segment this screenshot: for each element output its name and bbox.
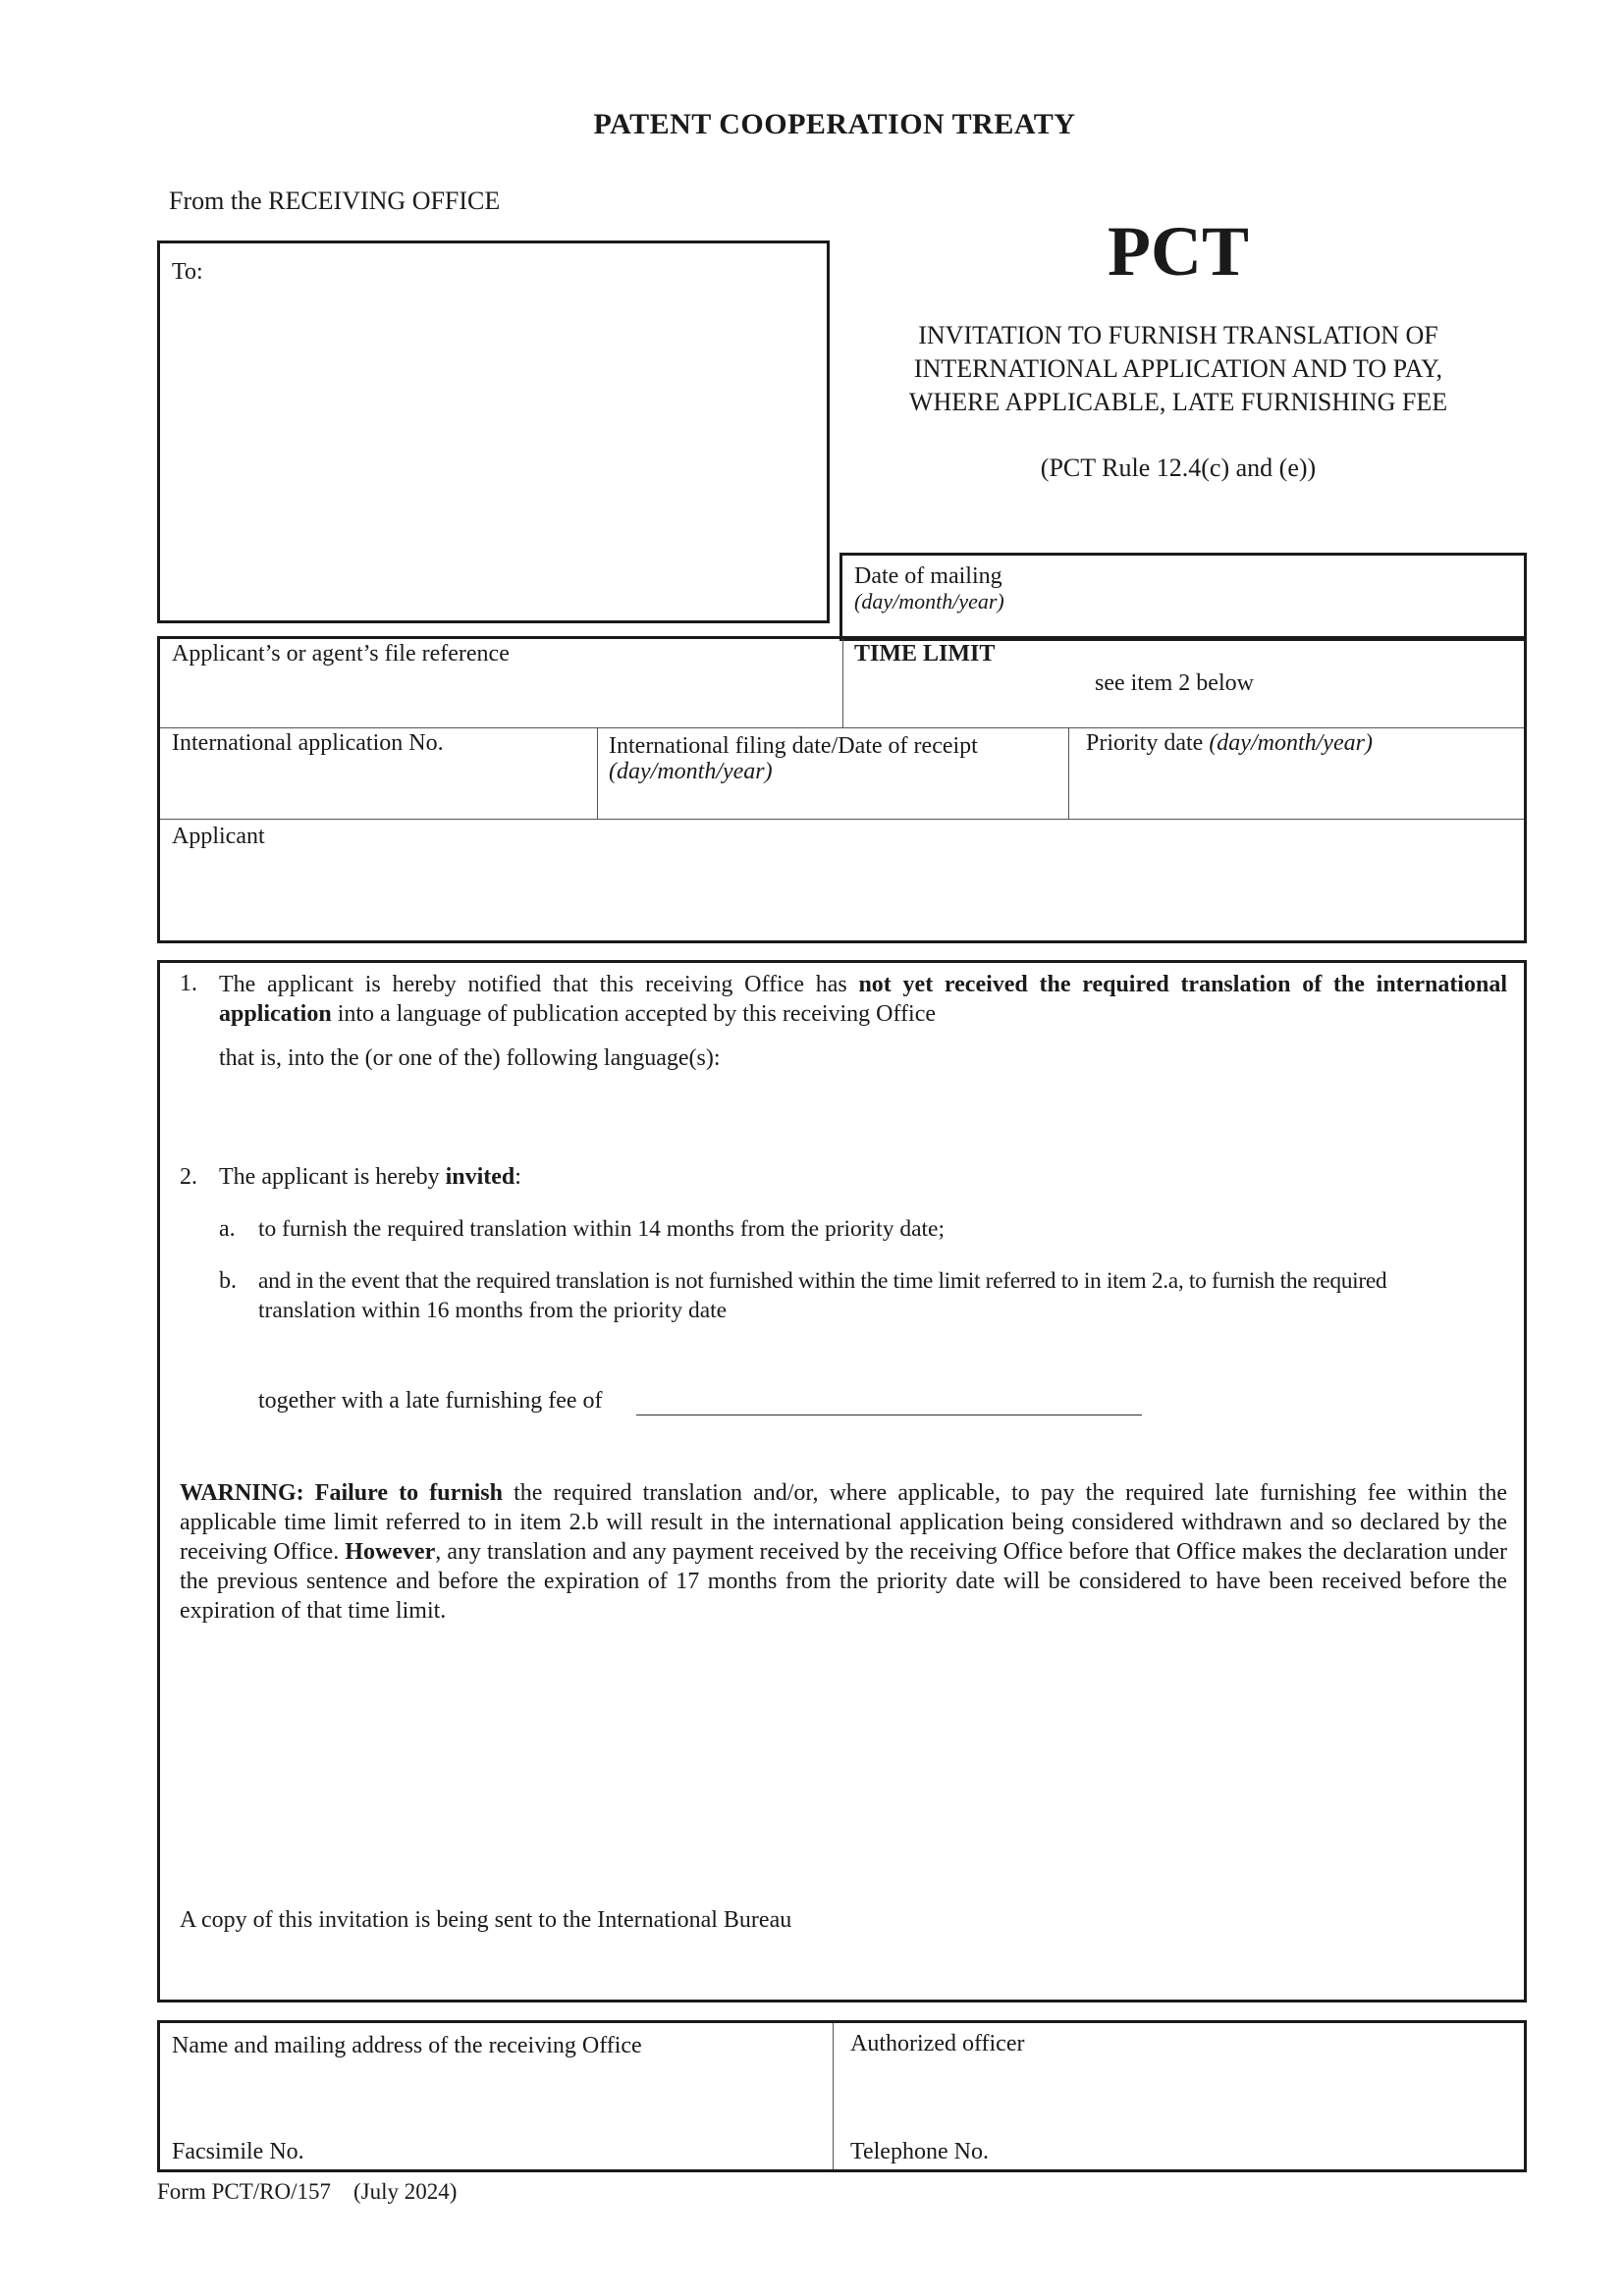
- facsimile-label: Facsimile No.: [172, 2139, 304, 2164]
- item-1-bold-b: application: [219, 1001, 332, 1027]
- item-1-bold-a: not yet received the required translation of the international: [858, 972, 1507, 997]
- divider: [160, 727, 1524, 728]
- item-1-text: [219, 970, 1507, 1029]
- warning-bold-2: However: [345, 1539, 436, 1565]
- form-title: [864, 319, 1492, 419]
- receiving-office-footer-box: [157, 2020, 1527, 2172]
- notification-body-box: [157, 960, 1527, 2002]
- date-of-mailing-hint: (day/month/year): [854, 589, 1004, 614]
- applicant-label: Applicant: [172, 824, 265, 849]
- item-1-number: 1.: [180, 971, 197, 996]
- time-limit-label: TIME LIMIT: [854, 641, 996, 667]
- date-of-mailing-box[interactable]: [839, 553, 1527, 641]
- item-2b-text-line-1: and in the event that the required translation is not furnished within the time limit referred to in item 2.a, to furnish the required: [258, 1268, 1387, 1294]
- item-2a-letter: a.: [219, 1216, 236, 1242]
- late-fee-label: together with a late furnishing fee of: [258, 1388, 603, 1414]
- to-label: To:: [172, 259, 203, 285]
- divider: [1068, 727, 1069, 819]
- copy-note: A copy of this invitation is being sent to the International Bureau: [180, 1907, 792, 1933]
- application-info-table: [157, 636, 1527, 943]
- date-of-mailing-label: Date of mailing: [854, 563, 1002, 589]
- warning-text-2: , any translation and any payment received by the receiving Office before that Office makes the declaration under the previous sentence and before the expiration of 17 months from the priority date will be considered to have been received before the expiration of that time limit.: [180, 1539, 1508, 1624]
- to-address-box[interactable]: [157, 240, 830, 623]
- form-title-line: WHERE APPLICABLE, LATE FURNISHING FEE: [908, 388, 1448, 416]
- form-identifier: Form PCT/RO/157 (July 2024): [157, 2179, 458, 2204]
- item-2a-text: to furnish the required translation within 14 months from the priority date;: [258, 1216, 945, 1242]
- item-2-colon: :: [514, 1164, 521, 1190]
- intl-filing-date-label: International filing date/Date of receipt: [609, 733, 978, 759]
- priority-date-text: Priority date: [1086, 730, 1204, 756]
- warning-paragraph: [180, 1478, 1507, 1626]
- divider: [842, 639, 843, 727]
- priority-date-label: [1086, 730, 1373, 757]
- item-2b-text-line-2: translation within 16 months from the priority date: [258, 1298, 728, 1323]
- item-2-text-plain: The applicant is hereby: [219, 1164, 446, 1190]
- item-1-text-b: into a language of publication accepted by this receiving Office: [331, 1001, 937, 1027]
- authorized-officer-label: Authorized officer: [850, 2031, 1025, 2056]
- warning-text-1: the required translation and/or, where applicable, to pay the required late furnishing fee within the applicable time limit referred to in item 2.b will result in the international application being considered withdrawn and so declared by the receiving Office.: [180, 1480, 1507, 1565]
- intl-filing-date-hint: (day/month/year): [609, 759, 773, 784]
- intl-app-no-label: International application No.: [172, 730, 444, 756]
- warning-bold-1: WARNING: Failure to furnish: [180, 1480, 503, 1506]
- time-limit-value: see item 2 below: [1095, 670, 1254, 696]
- pct-logo: PCT: [1108, 212, 1249, 291]
- divider: [160, 819, 1524, 820]
- rule-reference: (PCT Rule 12.4(c) and (e)): [1040, 454, 1317, 482]
- priority-date-hint: (day/month/year): [1209, 730, 1373, 756]
- item-1-text-a: The applicant is hereby notified that this receiving Office has: [219, 972, 859, 997]
- item-2-number: 2.: [180, 1164, 197, 1190]
- office-address-label: Name and mailing address of the receiving Office: [172, 2033, 642, 2058]
- from-receiving-office-label: From the RECEIVING OFFICE: [169, 187, 501, 215]
- item-2-text: [219, 1164, 521, 1191]
- item-1-languages: that is, into the (or one of the) following language(s):: [219, 1045, 721, 1071]
- item-2-bold: invited: [445, 1164, 515, 1190]
- telephone-label: Telephone No.: [850, 2139, 989, 2164]
- form-title-line: INVITATION TO FURNISH TRANSLATION OF: [918, 321, 1438, 349]
- divider: [597, 727, 598, 819]
- treaty-title: PATENT COOPERATION TREATY: [593, 108, 1076, 140]
- divider: [833, 2023, 834, 2169]
- file-reference-label: Applicant’s or agent’s file reference: [172, 641, 510, 667]
- item-2b-letter: b.: [219, 1268, 237, 1294]
- form-title-line: INTERNATIONAL APPLICATION AND TO PAY,: [913, 354, 1443, 383]
